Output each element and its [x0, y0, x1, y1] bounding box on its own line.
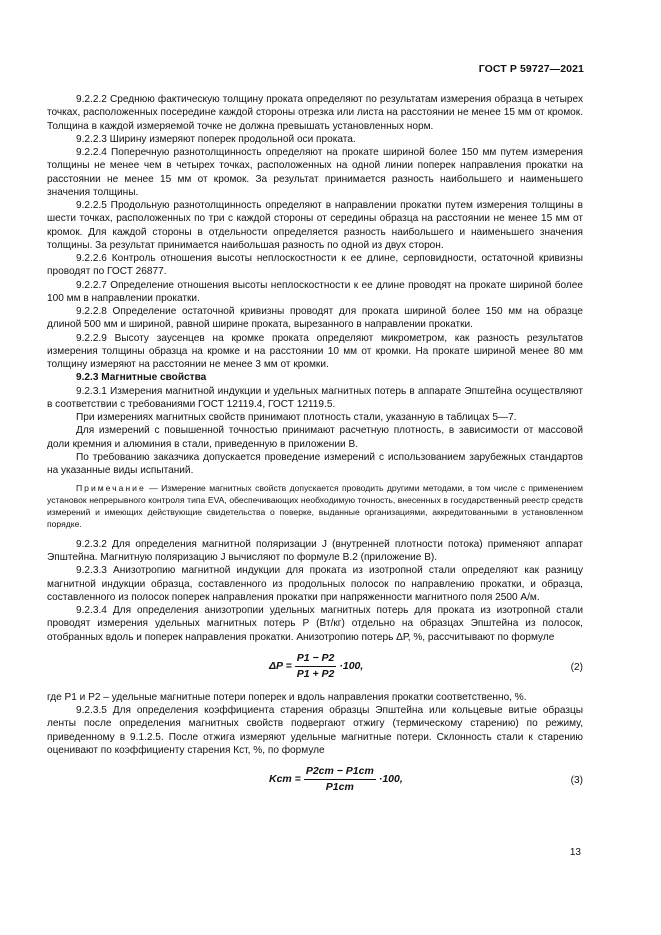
formula-3-denominator: P1ст	[325, 781, 354, 794]
formula-3-expression	[269, 765, 403, 795]
paragraph: 9.2.2.6 Контроль отношения высоты неплоскостности к ее длине, серповидности, остаточной кривизны проводят по ГОСТ 26877.	[47, 253, 583, 278]
paragraph: Для измерений с повышенной точностью принимают расчетную плотность, в зависимости от массовой доли кремния и алюминия в стали, приведенную в приложении В.	[47, 425, 583, 450]
note-label: Примечание	[76, 483, 146, 494]
paragraph: где Р1 и Р2 – удельные магнитные потери поперек и вдоль направления прокатки соответственно, %.	[47, 691, 527, 703]
formula-3-number: (3)	[570, 775, 583, 787]
note-text: — Измерение магнитных свойств допускается проводить другими методами, в том числе с применением установок непрерывного контроля типа EVA, обеспечивающих необходимую точность, внесенных в государственный реестр средств измерений и имеющих действующие свидетельства о поверке, выданные организациями, аккредитованными в установленном порядке.	[47, 483, 583, 529]
formula-2-tail: ·100,	[339, 660, 364, 672]
paragraph: 9.2.3.5 Для определения коэффициента старения образцы Эпштейна или кольцевые витые образцы ленты после определения магнитных свойств подвергают отжигу (термическому старению) по режиму, приведенному в 9.1.2.5. После отжига измеряют удельные магнитные потери. Склонность стали к старению оценивают по коэффициенту старения Кст, %, по формуле	[47, 705, 583, 756]
formula-3	[47, 761, 583, 801]
formula-2	[47, 648, 583, 688]
paragraph: 9.2.2.9 Высоту заусенцев на кромке проката определяют микрометром, как разность результатов измерения толщины образца на кромке и на расстоянии 10 мм от кромки. На прокате шириной менее 80 мм толщину измеряют на расстоянии не менее 3 мм от кромки.	[47, 332, 583, 370]
formula-2-lhs: ΔP =	[269, 660, 292, 672]
formula-3-lhs: Kст =	[269, 773, 301, 786]
note	[47, 483, 583, 531]
formula-3-tail: ·100,	[378, 773, 403, 786]
paragraph: 9.2.3.1 Измерения магнитной индукции и удельных магнитных потерь в аппарате Эпштейна осуществляют в соответствии с требованиями ГОСТ 12119.4, ГОСТ 12119.5.	[47, 385, 583, 410]
paragraph: 9.2.3.3 Анизотропию магнитной индукции для проката из изотропной стали определяют как разницу магнитной индукции образца, составленного из продольных полосок по направлению прокатки, и образца, составленного из полосок поперек направления прокатки при напряженности магнитного поля 2500 А/м.	[47, 565, 583, 603]
standard-header: ГОСТ Р 59727—2021	[478, 63, 584, 75]
formula-3-fraction	[304, 765, 376, 795]
formula-2-fraction	[295, 652, 337, 682]
page-number: 13	[569, 847, 581, 858]
section-heading: 9.2.3 Магнитные свойства	[76, 372, 207, 384]
page-content	[47, 93, 583, 804]
formula-2-denominator: P1 + P2	[296, 668, 335, 681]
paragraph: По требованию заказчика допускается проведение измерений с использованием зарубежных стандартов на указанные виды испытаний.	[47, 451, 583, 476]
paragraph: 9.2.2.2 Среднюю фактическую толщину проката определяют по результатам измерения образца в четырех точках, расположенных посередине каждой стороны отрезка или листа на расстоянии не менее 15 мм от кромок. Толщина в каждой измеряемой точке не должна превышать установленных норм.	[47, 94, 583, 132]
formula-3-numerator: P2ст − P1ст	[304, 765, 376, 780]
paragraph: 9.2.2.3 Ширину измеряют поперек продольной оси проката.	[76, 133, 356, 145]
paragraph: 9.2.3.4 Для определения анизотропии удельных магнитных потерь для проката из изотропной стали проводят измерения удельных магнитных потерь Р (Вт/кг) отдельно на образцах Эпштейна из полосок, отобранных вдоль и поперек направления прокатки. Анизотропию потерь ΔР, %, рассчитывают по формуле	[47, 605, 583, 643]
paragraph: 9.2.2.8 Определение остаточной кривизны проводят для проката шириной более 150 мм на образце длиной 500 мм и шириной, равной ширине проката, вырезанного в направлении прокатки.	[47, 306, 583, 331]
formula-2-numerator: P1 − P2	[295, 652, 337, 667]
paragraph: 9.2.2.4 Поперечную разнотолщинность определяют на прокате шириной более 150 мм путем измерения толщины не менее чем в четырех точках, расположенных на одной линии поперек направления прокатки на расстоянии не менее 15 мм от кромок. За результат принимается разность наибольшего и наименьшего значения толщины.	[47, 147, 583, 198]
formula-2-number: (2)	[570, 661, 583, 673]
paragraph: 9.2.2.7 Определение отношения высоты неплоскостности к ее длине проводят на прокате шириной более 100 мм в направлении прокатки.	[47, 279, 583, 304]
paragraph: При измерениях магнитных свойств принимают плотность стали, указанную в таблицах 5—7.	[76, 412, 517, 423]
paragraph: 9.2.3.2 Для определения магнитной поляризации J (внутренней плотности потока) применяют аппарат Эпштейна. Магнитную поляризацию J вычисляют по формуле В.2 (приложение В).	[47, 538, 583, 564]
formula-2-expression	[269, 652, 363, 682]
paragraph: 9.2.2.5 Продольную разнотолщинность определяют в направлении прокатки путем измерения толщины в шести точках, расположенных по три с каждой стороны от середины образца на расстоянии не менее 15 мм от кромок. Для каждой стороны в отдельности определяется разность наибольшего и наименьшего значения толщины. За результат принимается наибольшая разность по одной из двух сторон.	[47, 200, 583, 251]
